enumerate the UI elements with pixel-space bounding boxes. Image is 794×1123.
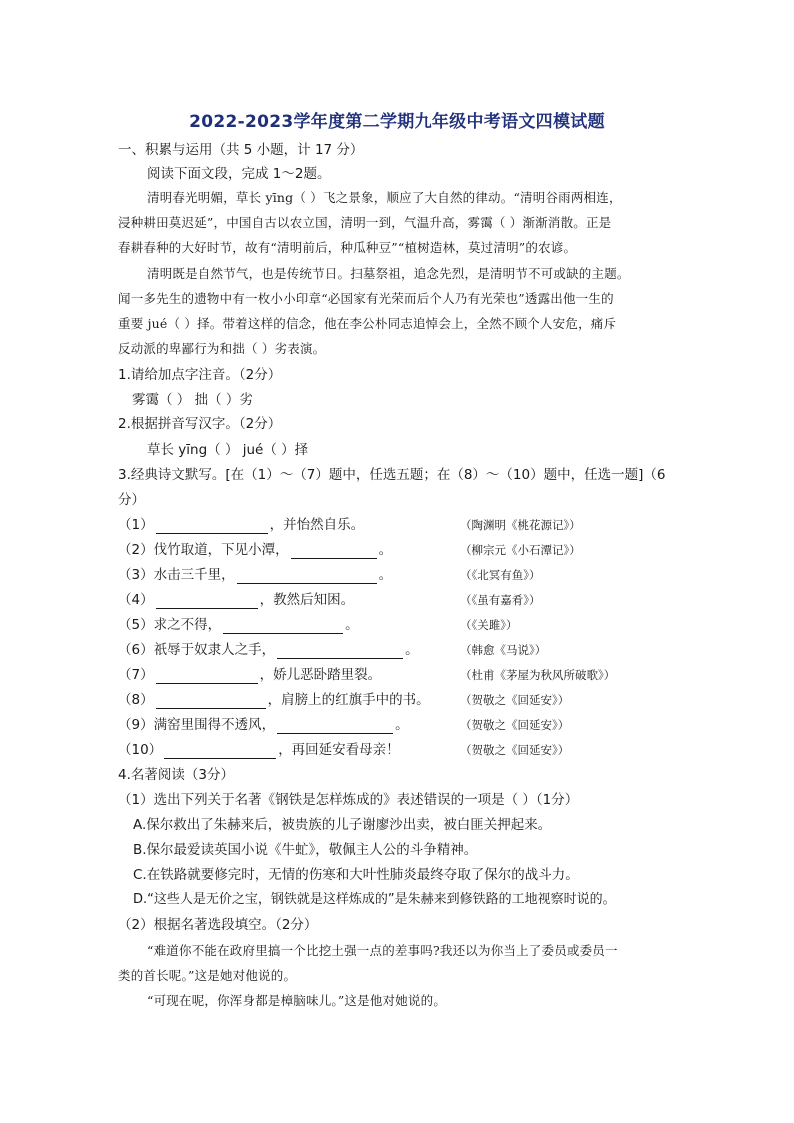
poem-item [118, 691, 430, 709]
item-after: 。 [405, 642, 419, 658]
poem-source: （柳宗元《小石潭记》） [460, 543, 581, 557]
passage-line: 重要 jué（ ）择。带着这样的信念，他在李公朴同志追悼会上，全然不顾个人安危，痛斥 [118, 316, 617, 331]
poem-item [118, 516, 364, 534]
page-title: 2022-2023学年度第二学期九年级中考语文四模试题 [189, 112, 605, 132]
passage-line: 春耕春种的大好时节，故有“清明前后，种瓜种豆”“植树造林，莫过清明”的农谚。 [118, 240, 577, 255]
poem-source: （韩愈《马说》） [460, 643, 547, 657]
section-heading: 一、积累与运用（共 5 小题，计 17 分） [118, 142, 364, 158]
answer-blank[interactable] [156, 519, 268, 534]
item-after: ，并怡然自乐。 [269, 517, 365, 533]
item-before: 满窑里围得不透风， [153, 717, 276, 733]
item-number: （4） [118, 592, 154, 608]
answer-blank[interactable] [223, 619, 343, 634]
answer-blank[interactable] [291, 544, 377, 559]
passage-line: 闻一多先生的遗物中有一枚小小印章“必国家有光荣而后个人乃有光荣也”透露出他一生的 [118, 291, 614, 306]
item-number: （5） [118, 617, 154, 633]
item-number: （10） [118, 742, 163, 758]
option-d[interactable]: D.“这些人是无价之宝，钢铁就是这样炼成的”是朱赫来到修铁路的工地视察时说的。 [133, 892, 616, 907]
item-number: （1） [118, 517, 154, 533]
poem-item [118, 741, 400, 759]
reading-intro: 阅读下面文段，完成 1～2题。 [147, 166, 331, 182]
poem-item [118, 591, 354, 609]
question-4-stem: 4.名著阅读（3分） [118, 767, 234, 783]
item-before: 伐竹取道，下见小潭， [153, 542, 289, 558]
poem-item [118, 666, 381, 684]
item-number: （2） [118, 542, 154, 558]
answer-blank[interactable] [164, 744, 276, 759]
answer-blank[interactable] [277, 644, 403, 659]
poem-item [118, 566, 392, 584]
poem-source: （《虽有嘉肴》） [460, 593, 541, 607]
poem-item [118, 616, 359, 634]
item-before: 水击三千里， [153, 567, 235, 583]
item-after: 。 [378, 567, 393, 583]
poem-source: （贺敬之《回延安》） [460, 718, 570, 732]
answer-blank[interactable] [156, 669, 258, 684]
answer-blank[interactable] [156, 594, 258, 609]
item-after: 。 [378, 542, 393, 558]
poem-item [118, 641, 419, 659]
question-1-stem: 1.请给加点字注音。（2分） [118, 367, 282, 383]
item-before: 求之不得， [153, 617, 222, 633]
question-3-stem: 3.经典诗文默写。[在（1）～（7）题中，任选五题；在（8）～（10）题中，任选一题]（6 [118, 467, 666, 483]
item-after: ，再回延安看母亲！ [278, 742, 400, 758]
option-c[interactable]: C.在铁路就要修完时，无情的伤寒和大叶性肺炎最终夺取了保尔的战斗力。 [133, 867, 579, 883]
poem-item [118, 716, 409, 734]
item-after: 。 [395, 717, 409, 733]
poem-source: （贺敬之《回延安》） [460, 693, 570, 707]
poem-source: （《关雎》） [460, 618, 518, 632]
poem-source: （陶渊明《桃花源记》） [460, 518, 581, 532]
passage-line: 清明春光明媚，草长 yīng（ ）飞之景象，顺应了大自然的律动。“清明谷雨两相连， [147, 190, 622, 205]
question-2-stem: 2.根据拼音写汉字。（2分） [118, 416, 282, 432]
option-b[interactable]: B.保尔最爱读英国小说《牛虻》，敬佩主人公的斗争精神。 [133, 842, 478, 858]
question-3-stem-cont: 分） [118, 492, 145, 508]
option-a[interactable]: A.保尔救出了朱赫来后，被贵族的儿子谢廖沙出卖，被白匪关押起来。 [133, 817, 552, 833]
excerpt-line: 类的首长呢。”这是她对他说的。 [118, 968, 297, 983]
passage-line: 清明既是自然节气，也是传统节日。扫墓祭祖，追念先烈，是清明节不可或缺的主题。 [147, 266, 630, 281]
question-4-sub1: （1）选出下列关于名著《钢铁是怎样炼成的》表述错误的一项是（ ）（1分） [118, 792, 579, 808]
excerpt-line: “难道你不能在政府里搞一个比挖土强一点的差事吗?我还以为你当上了委员或委员一 [147, 943, 618, 958]
passage-line: 反动派的卑鄙行为和拙（ ）劣表演。 [118, 341, 326, 356]
item-number: （7） [118, 667, 154, 683]
item-number: （6） [118, 642, 154, 658]
item-before: 祇辱于奴隶人之手， [153, 642, 276, 658]
item-number: （8） [118, 692, 154, 708]
answer-blank[interactable] [277, 719, 393, 734]
item-after: ，教然后知困。 [259, 592, 355, 608]
answer-blank[interactable] [237, 569, 377, 584]
poem-source: （贺敬之《回延安》） [460, 743, 570, 757]
passage-line: 浸种耕田莫迟延”，中国自古以农立国，清明一到，气温升高，雾霭（ ）渐渐消散。正是 [118, 215, 612, 230]
question-2-answer: 草长 yīng（ ） jué（ ）择 [147, 442, 309, 458]
item-after: ，娇儿恶卧踏里裂。 [259, 667, 382, 683]
item-after: ，肩膀上的红旗手中的书。 [267, 692, 430, 708]
poem-item [118, 541, 392, 559]
excerpt-line: “可现在呢，你浑身都是樟脑味儿。”这是他对她说的。 [147, 993, 447, 1008]
answer-blank[interactable] [156, 694, 266, 709]
item-number: （9） [118, 717, 154, 733]
poem-source: （杜甫《茅屋为秋风所破歌》） [460, 668, 616, 682]
question-1-answer: 雾霭（ ） 拙（ ）劣 [132, 392, 253, 408]
item-number: （3） [118, 567, 154, 583]
item-after: 。 [345, 617, 359, 633]
poem-source: （《北冥有鱼》） [460, 568, 541, 582]
question-4-sub2: （2）根据名著选段填空。（2分） [118, 917, 318, 933]
